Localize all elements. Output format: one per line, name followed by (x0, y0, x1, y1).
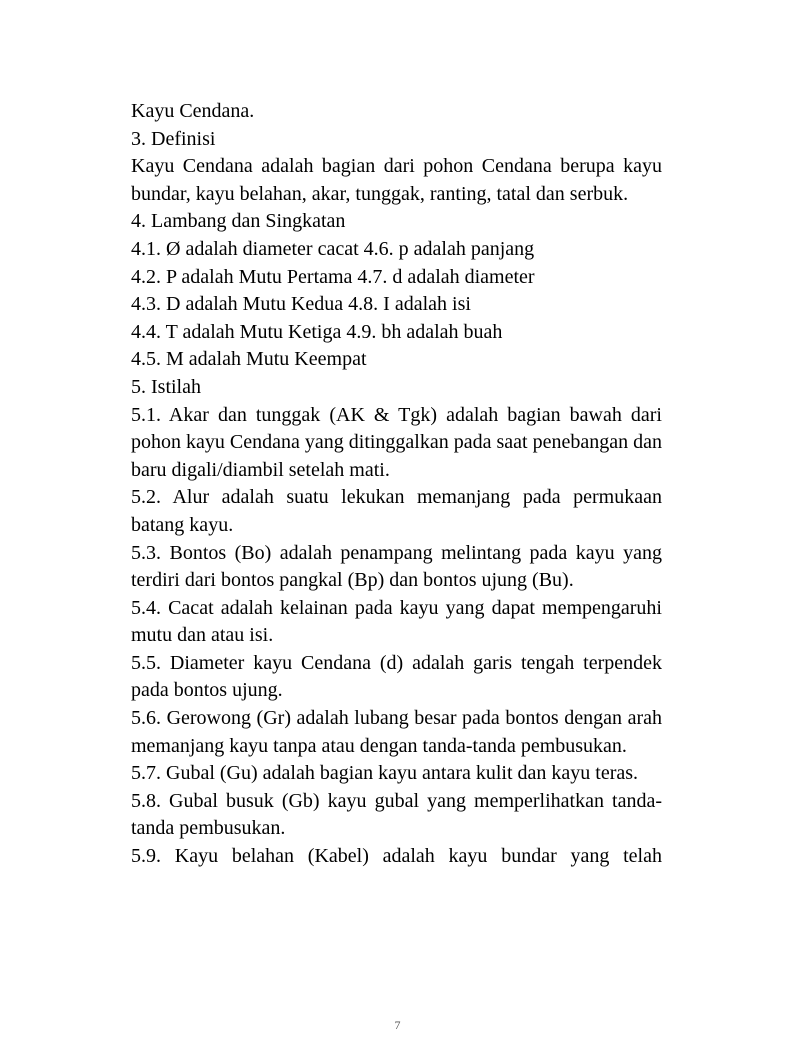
term-item: 5.1. Akar dan tunggak (AK & Tgk) adalah bagian bawah dari pohon kayu Cendana yang ditinggalkan pada saat penebangan dan baru digali/diambil setelah mati. (131, 403, 662, 481)
term-item: 5.8. Gubal busuk (Gb) kayu gubal yang memperlihatkan tanda-tanda pembusukan. (131, 789, 662, 840)
symbol-line: 4.5. M adalah Mutu Keempat (131, 348, 367, 371)
symbol-line: 4.2. P adalah Mutu Pertama 4.7. d adalah diameter (131, 265, 535, 288)
symbol-line: 4.1. Ø adalah diameter cacat 4.6. p adalah panjang (131, 237, 535, 260)
term-item: 5.7. Gubal (Gu) adalah bagian kayu antara kulit dan kayu teras. (131, 762, 639, 785)
intro-text: Kayu Cendana. (131, 100, 255, 122)
term-item: 5.2. Alur adalah suatu lekukan memanjang pada permukaan batang kayu. (131, 486, 662, 536)
section-5-heading: 5. Istilah (131, 375, 201, 398)
term-item: 5.9. Kayu belahan (Kabel) adalah kayu bundar yang telah (131, 845, 662, 868)
page-number: 7 (394, 1018, 401, 1032)
term-item: 5.5. Diameter kayu Cendana (d) adalah garis tengah terpendek pada bontos ujung. (131, 651, 662, 702)
section-3-definition: Kayu Cendana adalah bagian dari pohon Cendana berupa kayu bundar, kayu belahan, akar, tunggak, ranting, tatal dan serbuk. (131, 155, 662, 205)
term-item: 5.6. Gerowong (Gr) adalah lubang besar pada bontos dengan arah memanjang kayu tanpa atau dengan tanda-tanda pembusukan. (131, 707, 662, 757)
document-body (131, 98, 662, 871)
section-3-heading: 3. Definisi (131, 127, 216, 150)
symbol-line: 4.4. T adalah Mutu Ketiga 4.9. bh adalah buah (131, 320, 503, 343)
term-item: 5.3. Bontos (Bo) adalah penampang melintang pada kayu yang terdiri dari bontos pangkal (Bp) dan bontos ujung (Bu). (131, 541, 662, 592)
term-item: 5.4. Cacat adalah kelainan pada kayu yang dapat mempengaruhi mutu dan atau isi. (131, 596, 662, 647)
symbol-line: 4.3. D adalah Mutu Kedua 4.8. I adalah isi (131, 293, 471, 316)
section-4-heading: 4. Lambang dan Singkatan (131, 210, 346, 233)
